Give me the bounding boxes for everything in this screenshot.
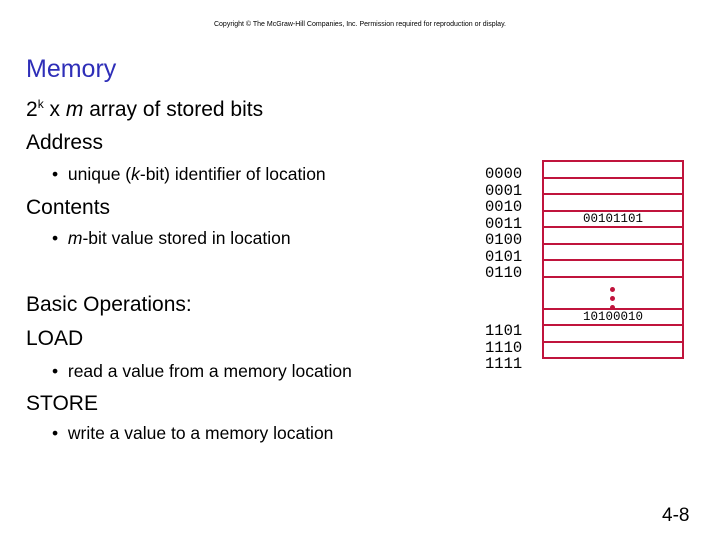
bullet-icon: •: [52, 361, 59, 381]
array-exponent: k: [37, 97, 44, 111]
address-list-bottom: [485, 323, 522, 373]
array-times: x: [43, 98, 66, 121]
memory-cell: [543, 227, 683, 244]
memory-cell: 10100010: [543, 309, 683, 326]
basic-operations-heading: Basic Operations:: [26, 293, 192, 316]
store-heading: STORE: [26, 392, 98, 415]
address-bullet-k: k: [131, 164, 140, 184]
memory-cell: [543, 161, 683, 178]
memory-array: [542, 160, 684, 359]
ellipsis-dots-icon: [610, 287, 615, 314]
store-bullet: • write a value to a memory location: [52, 423, 334, 443]
memory-cell: [543, 325, 683, 342]
address-label: 1111: [485, 355, 523, 373]
address-label: 1110: [485, 338, 523, 357]
memory-cell: 00101101: [543, 211, 683, 228]
address-label: 0100: [485, 231, 523, 249]
address-bullet: • unique (k-bit) identifier of location: [52, 164, 326, 184]
contents-bullet-m: m: [67, 228, 83, 248]
memory-cell: [543, 244, 683, 261]
load-bullet: • read a value from a memory location: [52, 361, 352, 381]
address-label: 0001: [485, 181, 523, 200]
memory-cell: [543, 342, 683, 359]
address-label: 0110: [485, 264, 523, 282]
slide-title: Memory: [26, 55, 117, 83]
contents-bullet: • m-bit value stored in location: [52, 228, 291, 248]
memory-cell: [543, 260, 683, 277]
address-label: 0101: [485, 247, 523, 266]
address-label: 0011: [485, 214, 523, 233]
address-label: 0010: [485, 198, 523, 216]
address-label: 1101: [485, 322, 523, 340]
bullet-icon: •: [52, 423, 59, 443]
copyright-notice: Copyright © The McGraw-Hill Companies, Inc. Permission required for reproduction or display.: [213, 21, 506, 28]
array-m: m: [65, 98, 84, 121]
address-label: 0000: [485, 165, 523, 183]
memory-cell: [543, 194, 683, 211]
contents-heading: Contents: [26, 196, 111, 219]
array-rest: array of stored bits: [83, 98, 264, 121]
array-description: [26, 97, 263, 122]
address-list-top: [485, 166, 522, 282]
array-base: 2: [26, 98, 38, 121]
load-heading: LOAD: [26, 327, 84, 350]
page-number: 4-8: [662, 505, 690, 526]
memory-cell: [543, 178, 683, 195]
bullet-icon: •: [52, 228, 59, 248]
address-heading: Address: [26, 131, 104, 154]
bullet-icon: •: [52, 164, 59, 184]
